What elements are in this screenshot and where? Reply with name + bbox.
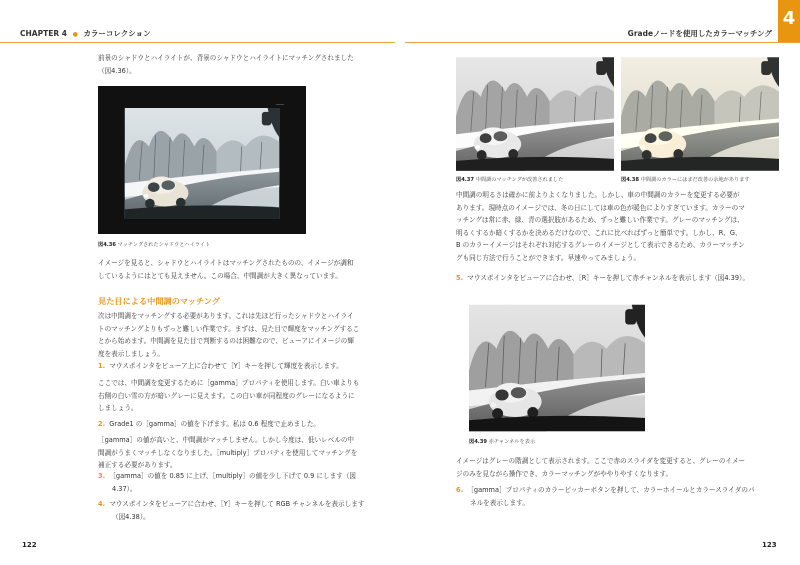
figure-4-39-caption: 図4.39 赤チャンネルを表示: [469, 439, 536, 445]
chapter-tab: 4: [778, 0, 800, 42]
chapter-label: CHAPTER 4: [20, 29, 67, 38]
step-6: 6. ［gamma］プロパティのカラーピッカーボタンを押して、カラーホイールとカラースライダのパネルを表示します。: [456, 486, 755, 507]
page-number-left: 122: [22, 541, 37, 549]
figure-4-38-image: [621, 56, 779, 172]
header-left: [0, 10, 395, 43]
viewer-ruler: [276, 104, 284, 105]
figure-4-39-image: [469, 304, 645, 432]
figure-4-36-viewer: [98, 86, 306, 234]
figure-4-37-caption: 図4.37 中間調のマッチングが改善されました: [456, 177, 564, 183]
section-running-title: Gradeノードを使用したカラーマッチング: [627, 29, 772, 38]
figure-4-36-caption: 図4.36 マッチングされたシャドウとハイライト: [98, 242, 211, 248]
chapter-marker-icon: ●: [72, 31, 78, 38]
header-right: [405, 10, 800, 43]
left-paragraph-3: ここでは、中間調を変更するために［gamma］プロパティを使用します。白い車よりも右側の白い雪の方が暗いグレーに見えます。この白い車が同程度のグレーになるようにしましょう。: [98, 379, 360, 413]
chapter-title: カラーコレクション: [83, 29, 151, 38]
right-paragraph-1: 中間調の明るさは確かに前よりよくなりました。しかし、車の中間調のカラーを変更する必要があります。現時点のイメージでは、冬の日にしては車の色が暖色によりすぎています。カラーのマッチングは常に赤、緑、青の選択肢があるため、ずっと難しい作業です。グレーのマッチングは、明るくするか暗くするかを決めるだけなので、これに比べればずっと簡単です。しかし、R、G、B のカラーイメージはそれぞれ対応するグレーのイメージとして表示できるため、カラーマッチングも同じ方法で行うことができます。早速やってみましょう。: [456, 191, 745, 262]
right-paragraph-2: イメージはグレーの階調として表示されます。ここで赤のスライダを変更すると、グレーのイメージのみを見ながら操作でき、カラーマッチングがややりやすくなります。: [456, 457, 746, 478]
section-heading: 見た目による中間調のマッチング: [98, 296, 220, 306]
figure-4-38-caption: 図4.38 中間調のカラーにはまだ改善の余地があります: [621, 177, 750, 183]
page-number-right: 123: [762, 541, 777, 549]
step-4: 4. マウスポインタをビューアに合わせ、［Y］キーを押して RGB チャンネルを表示します（図4.38）。: [98, 500, 365, 521]
left-paragraph-4: ［gamma］の値が高いと、中間調がマッチしません。しかし今度は、低いレベルの中間調がうまくマッチしなくなりました。［multiply］プロパティを使用してマッチングを補正する必要があります。: [98, 436, 358, 470]
left-paragraph-1: イメージを見ると、シャドウとハイライトはマッチングされたものの、イメージが調和しているようにはとても見えません。この場合、中間調が大きく異なっています。: [98, 259, 354, 280]
step-1: 1. マウスポインタをビューア上に合わせて［Y］キーを押して輝度を表示します。: [98, 362, 343, 370]
step-3: 3. ［gamma］の値を 0.85 に上げ、［multiply］の値を少し下げて 0.9 にします（図4.37）。: [98, 472, 357, 493]
figure-4-37-image: [456, 56, 614, 172]
left-paragraph-2: 次は中間調をマッチングする必要があります。これは先ほど行ったシャドウとハイライトのマッチングよりもずっと難しい作業です。まずは、見た目で輝度をマッチングすることから始めます。中間調を見た目で判断するのは困難なので、ビューアにイメージの輝度を表示しましょう。: [98, 312, 360, 358]
step-2: 2. Grade1 の［gamma］の値を下げます。私は 0.6 程度で止めました。: [98, 420, 321, 428]
figure-4-36-image: [124, 108, 280, 219]
intro-paragraph: 前景のシャドウとハイライトが、背景のシャドウとハイライトにマッチングされました（図4.36）。: [98, 54, 354, 75]
step-5: 5. マウスポインタをビューアに合わせ、［R］キーを押して赤チャンネルを表示します（図4.39）。: [456, 274, 749, 282]
